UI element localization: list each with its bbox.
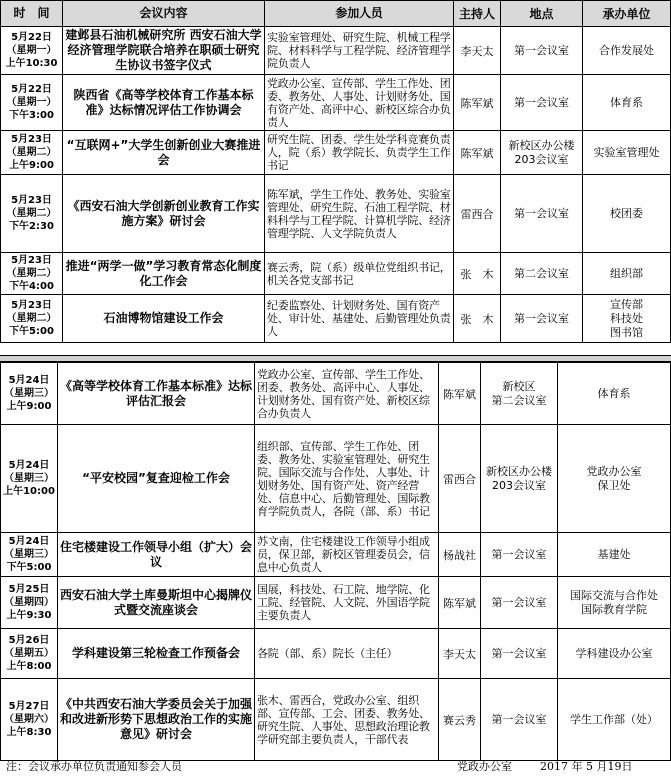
host-cell: 张 木 <box>454 253 501 295</box>
table-body-bottom <box>1 363 671 761</box>
header-attendees: 参加人员 <box>265 1 454 27</box>
table-row <box>1 425 671 533</box>
table-row <box>1 679 671 761</box>
schedule-table-bottom <box>0 362 671 761</box>
table-row <box>1 131 671 175</box>
time-cell <box>1 253 63 295</box>
table-row <box>1 363 671 425</box>
time-time: 上午8:30 <box>6 727 52 738</box>
organizer-cell: 组织部 <box>583 253 671 295</box>
table-row <box>1 253 671 295</box>
organizer-cell: 宣传部 科技处 图书馆 <box>583 295 671 343</box>
attendees-cell: 国展，科技处、石工院、地学院、化工院、经管院、人文院、外国语学院主要负责人 <box>255 577 439 629</box>
time-date: 5月24日 <box>8 375 50 386</box>
location-cell: 新校区办公楼203会议室 <box>481 425 558 533</box>
location-cell: 第一会议室 <box>501 27 583 75</box>
time-cell <box>1 175 63 253</box>
attendees-cell: 实验室管理处、研究生院、机械工程学院、材料科学与工程学院、经济管理学院负责人 <box>265 27 454 75</box>
time-date: 5月23日 <box>11 195 52 206</box>
table-row <box>1 533 671 577</box>
organizer-cell: 校团委 <box>583 175 671 253</box>
host-cell: 陈军斌 <box>454 131 501 175</box>
content-cell: 石油博物馆建设工作会 <box>63 295 265 343</box>
time-cell <box>1 27 63 75</box>
time-time: 上午10:00 <box>3 486 55 497</box>
attendees-cell: 党政办公室、宣传部、学生工作处、团委、教务处、高评中心、人事处、计划财务处、国有资产处、新校区综合办负责人 <box>255 363 439 425</box>
time-weekday: （星期二） <box>6 208 57 219</box>
time-weekday: （星期三） <box>4 473 54 484</box>
time-time: 上午8:00 <box>6 661 52 672</box>
time-cell <box>1 295 63 343</box>
location-cell: 第一会议室 <box>481 533 558 577</box>
organizer-cell: 学科建设办公室 <box>558 629 671 679</box>
table-row <box>1 577 671 629</box>
time-weekday: （星期一） <box>6 45 57 56</box>
time-time: 下午5:00 <box>6 562 52 573</box>
location-cell: 新校区 第二会议室 <box>481 363 558 425</box>
time-weekday: （星期二） <box>6 268 57 279</box>
header-location: 地点 <box>501 1 583 27</box>
attendees-cell: 组织部、宣传部、学生工作处、团委、教务处、实验室管理处、研究生院、国际交流与合作处、人事处、计划财务处、国有资产处、资产经营处、信息中心、后勤管理处、国际教育学院负责人，各院（部、系）书记 <box>255 425 439 533</box>
time-cell <box>1 533 58 577</box>
time-date: 5月23日 <box>11 134 52 145</box>
table-row <box>1 629 671 679</box>
time-time: 下午3:00 <box>9 110 54 121</box>
footer-note: 注：会议承办单位负责通知参会人员 <box>6 760 182 773</box>
organizer-cell: 体育系 <box>583 75 671 131</box>
time-date: 5月26日 <box>8 635 50 646</box>
location-cell: 第一会议室 <box>481 629 558 679</box>
header-content: 会议内容 <box>63 1 265 27</box>
host-cell: 杨战社 <box>439 533 481 577</box>
host-cell: 陈军斌 <box>439 363 481 425</box>
time-time: 下午5:00 <box>9 326 54 337</box>
host-cell: 陈军斌 <box>439 577 481 629</box>
time-date: 5月22日 <box>11 32 52 43</box>
attendees-cell: 党政办公室、宣传部、学生工作处、团委、教务处、人事处、计划财务处、国有资产处、高评中心、新校区综合办负责人 <box>265 75 454 131</box>
content-cell: 《中共西安石油大学委员会关于加强和改进新形势下思想政治工作的实施意见》研讨会 <box>58 679 255 761</box>
attendees-cell: 各院（部、系）院长（主任） <box>255 629 439 679</box>
table-body-top <box>1 27 671 343</box>
attendees-cell: 赛云秀，院（系）级单位党组织书记，机关各党支部书记 <box>265 253 454 295</box>
content-cell: “平安校园”复查迎检工作会 <box>58 425 255 533</box>
time-cell <box>1 679 58 761</box>
content-cell: 推进“两学一做”学习教育常态化制度化工作会 <box>63 253 265 295</box>
time-weekday: （星期二） <box>6 147 57 158</box>
time-cell <box>1 577 58 629</box>
organizer-cell: 国际交流与合作处 国际教育学院 <box>558 577 671 629</box>
time-cell <box>1 75 63 131</box>
host-cell: 张 木 <box>454 295 501 343</box>
host-cell: 雷西合 <box>439 425 481 533</box>
header-time: 时 间 <box>1 1 63 27</box>
time-weekday: （星期一） <box>6 97 57 108</box>
time-date: 5月24日 <box>8 460 50 471</box>
footer-unit: 党政办公室 <box>457 760 512 773</box>
host-cell: 李天太 <box>454 27 501 75</box>
content-cell: 西安石油大学土库曼斯坦中心揭牌仪式暨交流座谈会 <box>58 577 255 629</box>
time-date: 5月24日 <box>8 536 50 547</box>
time-weekday: （星期六） <box>4 714 54 725</box>
organizer-cell: 合作发展处 <box>583 27 671 75</box>
header-organizer: 承办单位 <box>583 1 671 27</box>
location-cell: 新校区办公楼203会议室 <box>501 131 583 175</box>
section-divider <box>0 355 671 362</box>
time-time: 上午9:30 <box>6 610 52 621</box>
organizer-cell: 党政办公室 保卫处 <box>558 425 671 533</box>
organizer-cell: 学生工作部（处） <box>558 679 671 761</box>
time-date: 5月23日 <box>11 255 52 266</box>
time-time: 上午9:00 <box>9 160 54 171</box>
attendees-cell: 张木、雷西合，党政办公室、组织部、宣传部、工会、团委、教务处、研究生院、人事处、思想政治理论教学研究部主要负责人，干部代表 <box>255 679 439 761</box>
time-cell <box>1 629 58 679</box>
footer <box>0 757 671 777</box>
time-time: 上午9:00 <box>6 401 52 412</box>
content-cell: 陕西省《高等学校体育工作基本标准》达标情况评估工作协调会 <box>63 75 265 131</box>
table-row <box>1 295 671 343</box>
table-row <box>1 27 671 75</box>
organizer-cell: 体育系 <box>558 363 671 425</box>
organizer-cell: 实验室管理处 <box>583 131 671 175</box>
attendees-cell: 苏文南，住宅楼建设工作领导小组成员，保卫部，新校区管理委员会，信息中心负责人 <box>255 533 439 577</box>
content-cell: “互联网+”大学生创新创业大赛推进会 <box>63 131 265 175</box>
content-cell: 建邺县石油机械研究所 西安石油大学经济管理学院联合培养在职硕士研究生协议书签字仪式 <box>63 27 265 75</box>
header-row <box>1 1 671 27</box>
time-weekday: （星期三） <box>4 549 54 560</box>
attendees-cell: 陈军斌，学生工作处、教务处、实验室管理处、研究生院、石油工程学院、材料科学与工程学院、计算机学院、经济管理学院、人文学院负责人 <box>265 175 454 253</box>
time-date: 5月23日 <box>11 300 52 311</box>
location-cell: 第一会议室 <box>481 679 558 761</box>
time-time: 下午2:30 <box>9 221 54 232</box>
content-cell: 《高等学校体育工作基本标准》达标评估汇报会 <box>58 363 255 425</box>
time-cell <box>1 363 58 425</box>
time-weekday: （星期三） <box>4 388 54 399</box>
time-cell <box>1 425 58 533</box>
location-cell: 第一会议室 <box>481 577 558 629</box>
content-cell: 学科建设第三轮检查工作预备会 <box>58 629 255 679</box>
host-cell: 李天太 <box>439 629 481 679</box>
schedule-table-top <box>0 0 671 343</box>
time-time: 下午4:00 <box>9 281 54 292</box>
time-date: 5月27日 <box>8 701 50 712</box>
location-cell: 第二会议室 <box>501 253 583 295</box>
time-cell <box>1 131 63 175</box>
host-cell: 赛云秀 <box>439 679 481 761</box>
location-cell: 第一会议室 <box>501 295 583 343</box>
content-cell: 《西安石油大学创新创业教育工作实施方案》研讨会 <box>63 175 265 253</box>
location-cell: 第一会议室 <box>501 75 583 131</box>
host-cell: 雷西合 <box>454 175 501 253</box>
time-weekday: （星期五） <box>4 648 54 659</box>
header-host: 主持人 <box>454 1 501 27</box>
attendees-cell: 研究生院、团委、学生处学科竞赛负责人，院（系）教学院长、负责学生工作书记 <box>265 131 454 175</box>
location-cell: 第一会议室 <box>501 175 583 253</box>
host-cell: 陈军斌 <box>454 75 501 131</box>
time-time: 上午10:30 <box>5 58 58 69</box>
attendees-cell: 纪委监察处、计划财务处、国有资产处、审计处、基建处、后勤管理处负责人 <box>265 295 454 343</box>
time-date: 5月22日 <box>11 84 52 95</box>
time-weekday: （星期二） <box>6 313 57 324</box>
content-cell: 住宅楼建设工作领导小组（扩大）会议 <box>58 533 255 577</box>
organizer-cell: 基建处 <box>558 533 671 577</box>
time-date: 5月25日 <box>8 584 50 595</box>
table-row <box>1 175 671 253</box>
footer-date: 2017 年 5 月19日 <box>540 760 633 773</box>
time-weekday: （星期四） <box>4 597 54 608</box>
table-row <box>1 75 671 131</box>
